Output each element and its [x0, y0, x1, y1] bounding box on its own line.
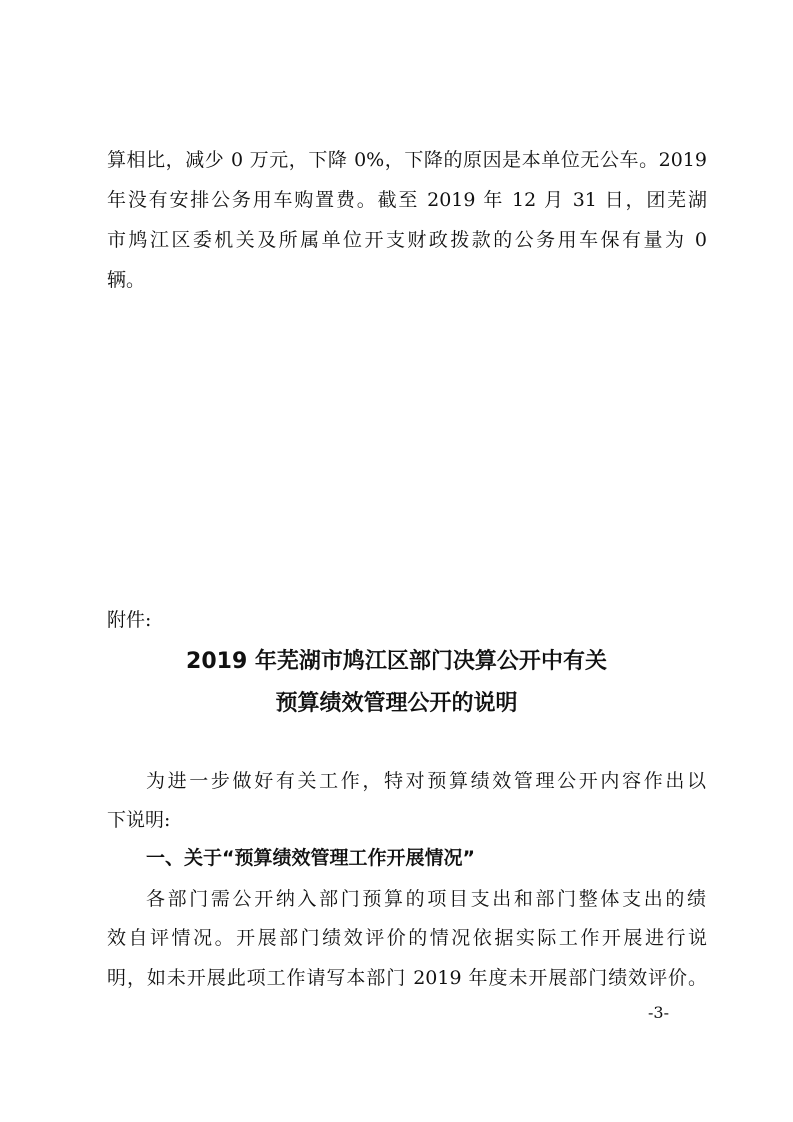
section-line: 明，如未开展此项工作请写本部门 2019 年度未开展部门绩效评价。	[107, 967, 707, 989]
document-title-line-1: 2019 年芜湖市鸠江区部门决算公开中有关	[186, 649, 607, 674]
paragraph-line: 辆。	[107, 269, 146, 291]
paragraph-line: 算相比，减少 0 万元，下降 0%，下降的原因是本单位无公车。2019	[107, 149, 707, 171]
intro-line: 为进一步做好有关工作，特对预算绩效管理公开内容作出以	[146, 770, 706, 792]
section-line: 效自评情况。开展部门绩效评价的情况依据实际工作开展进行说	[107, 927, 707, 949]
intro-line: 下说明:	[107, 809, 171, 831]
section-heading: 一、关于“预算绩效管理工作开展情况”	[146, 847, 475, 869]
attachment-label: 附件:	[107, 609, 152, 631]
document-title-line-2: 预算绩效管理公开的说明	[275, 691, 518, 716]
section-line: 各部门需公开纳入部门预算的项目支出和部门整体支出的绩	[146, 888, 706, 910]
page-number: -3-	[648, 1003, 669, 1022]
paragraph-line: 年没有安排公务用车购置费。截至 2019 年 12 月 31 日，团芜湖	[107, 189, 707, 211]
paragraph-line: 市鸠江区委机关及所属单位开支财政拨款的公务用车保有量为 0	[107, 229, 707, 251]
